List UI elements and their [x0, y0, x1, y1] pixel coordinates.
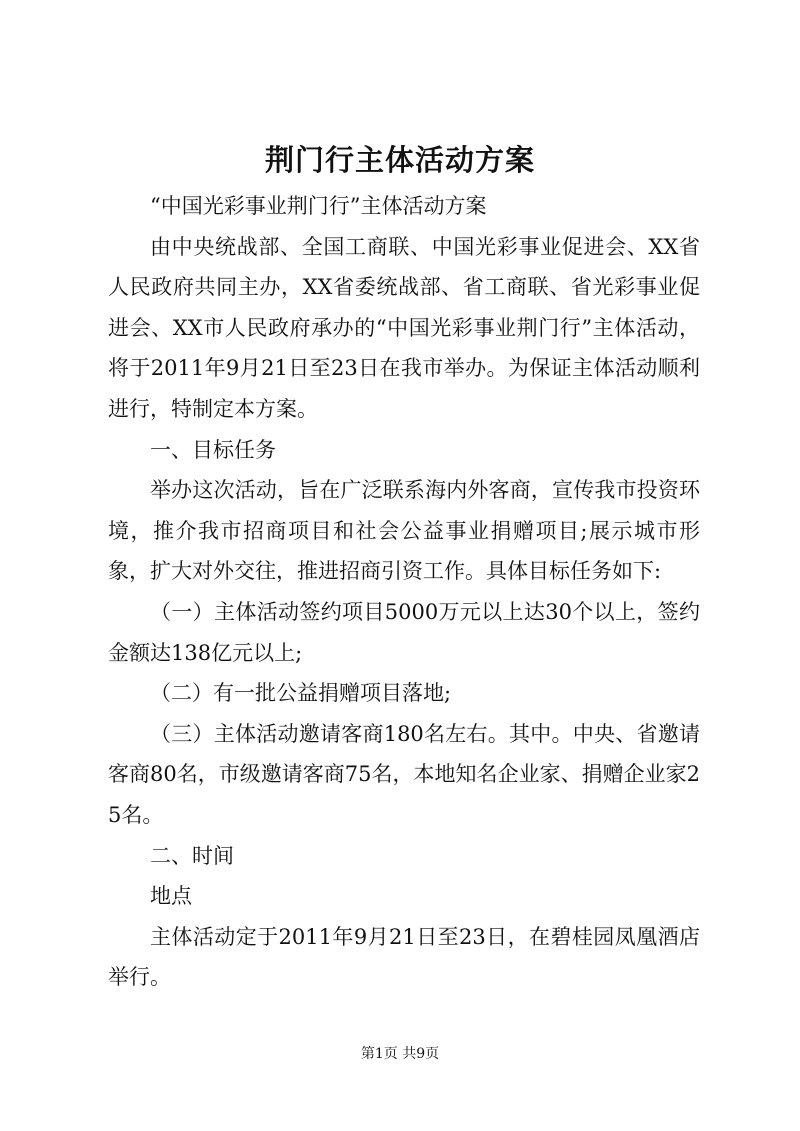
list-item-2: （二）有一批公益捐赠项目落地; [150, 681, 452, 706]
paragraph-intro: 由中央统战部、全国工商联、中国光彩事业促进会、XX省人民政府共同主办，XX省委统战部、省工商联、省光彩事业促进会、XX市人民政府承办的“中国光彩事业荆门行”主体活动，将于2011年9月21日至23日在我市举办。为保证主体活动顺利进行，特制定本方案。 [108, 234, 700, 421]
page-footer: 第1页 共9页 [360, 1046, 440, 1062]
list-item-3: （三）主体活动邀请客商180名左右。其中。中央、省邀请客商80名，市级邀请客商75名，本地知名企业家、捐赠企业家25名。 [108, 721, 700, 827]
section-heading-time: 二、时间 [150, 843, 234, 868]
section-heading-goals: 一、目标任务 [150, 437, 276, 462]
document-title: 荆门行主体活动方案 [264, 143, 535, 177]
paragraph-subtitle: “中国光彩事业荆门行”主体活动方案 [150, 194, 487, 218]
paragraph-time-location: 主体活动定于2011年9月21日至23日，在碧桂园凤凰酒店举行。 [108, 924, 700, 990]
list-item-1: （一）主体活动签约项目5000万元以上达30个以上，签约金额达138亿元以上; [108, 599, 700, 665]
document-body [108, 186, 700, 998]
paragraph-goals: 举办这次活动，旨在广泛联系海内外客商，宣传我市投资环境，推介我市招商项目和社会公益事业捐赠项目;展示城市形象，扩大对外交往，推进招商引资工作。具体目标任务如下: [108, 478, 700, 584]
section-heading-location: 地点 [150, 884, 192, 909]
